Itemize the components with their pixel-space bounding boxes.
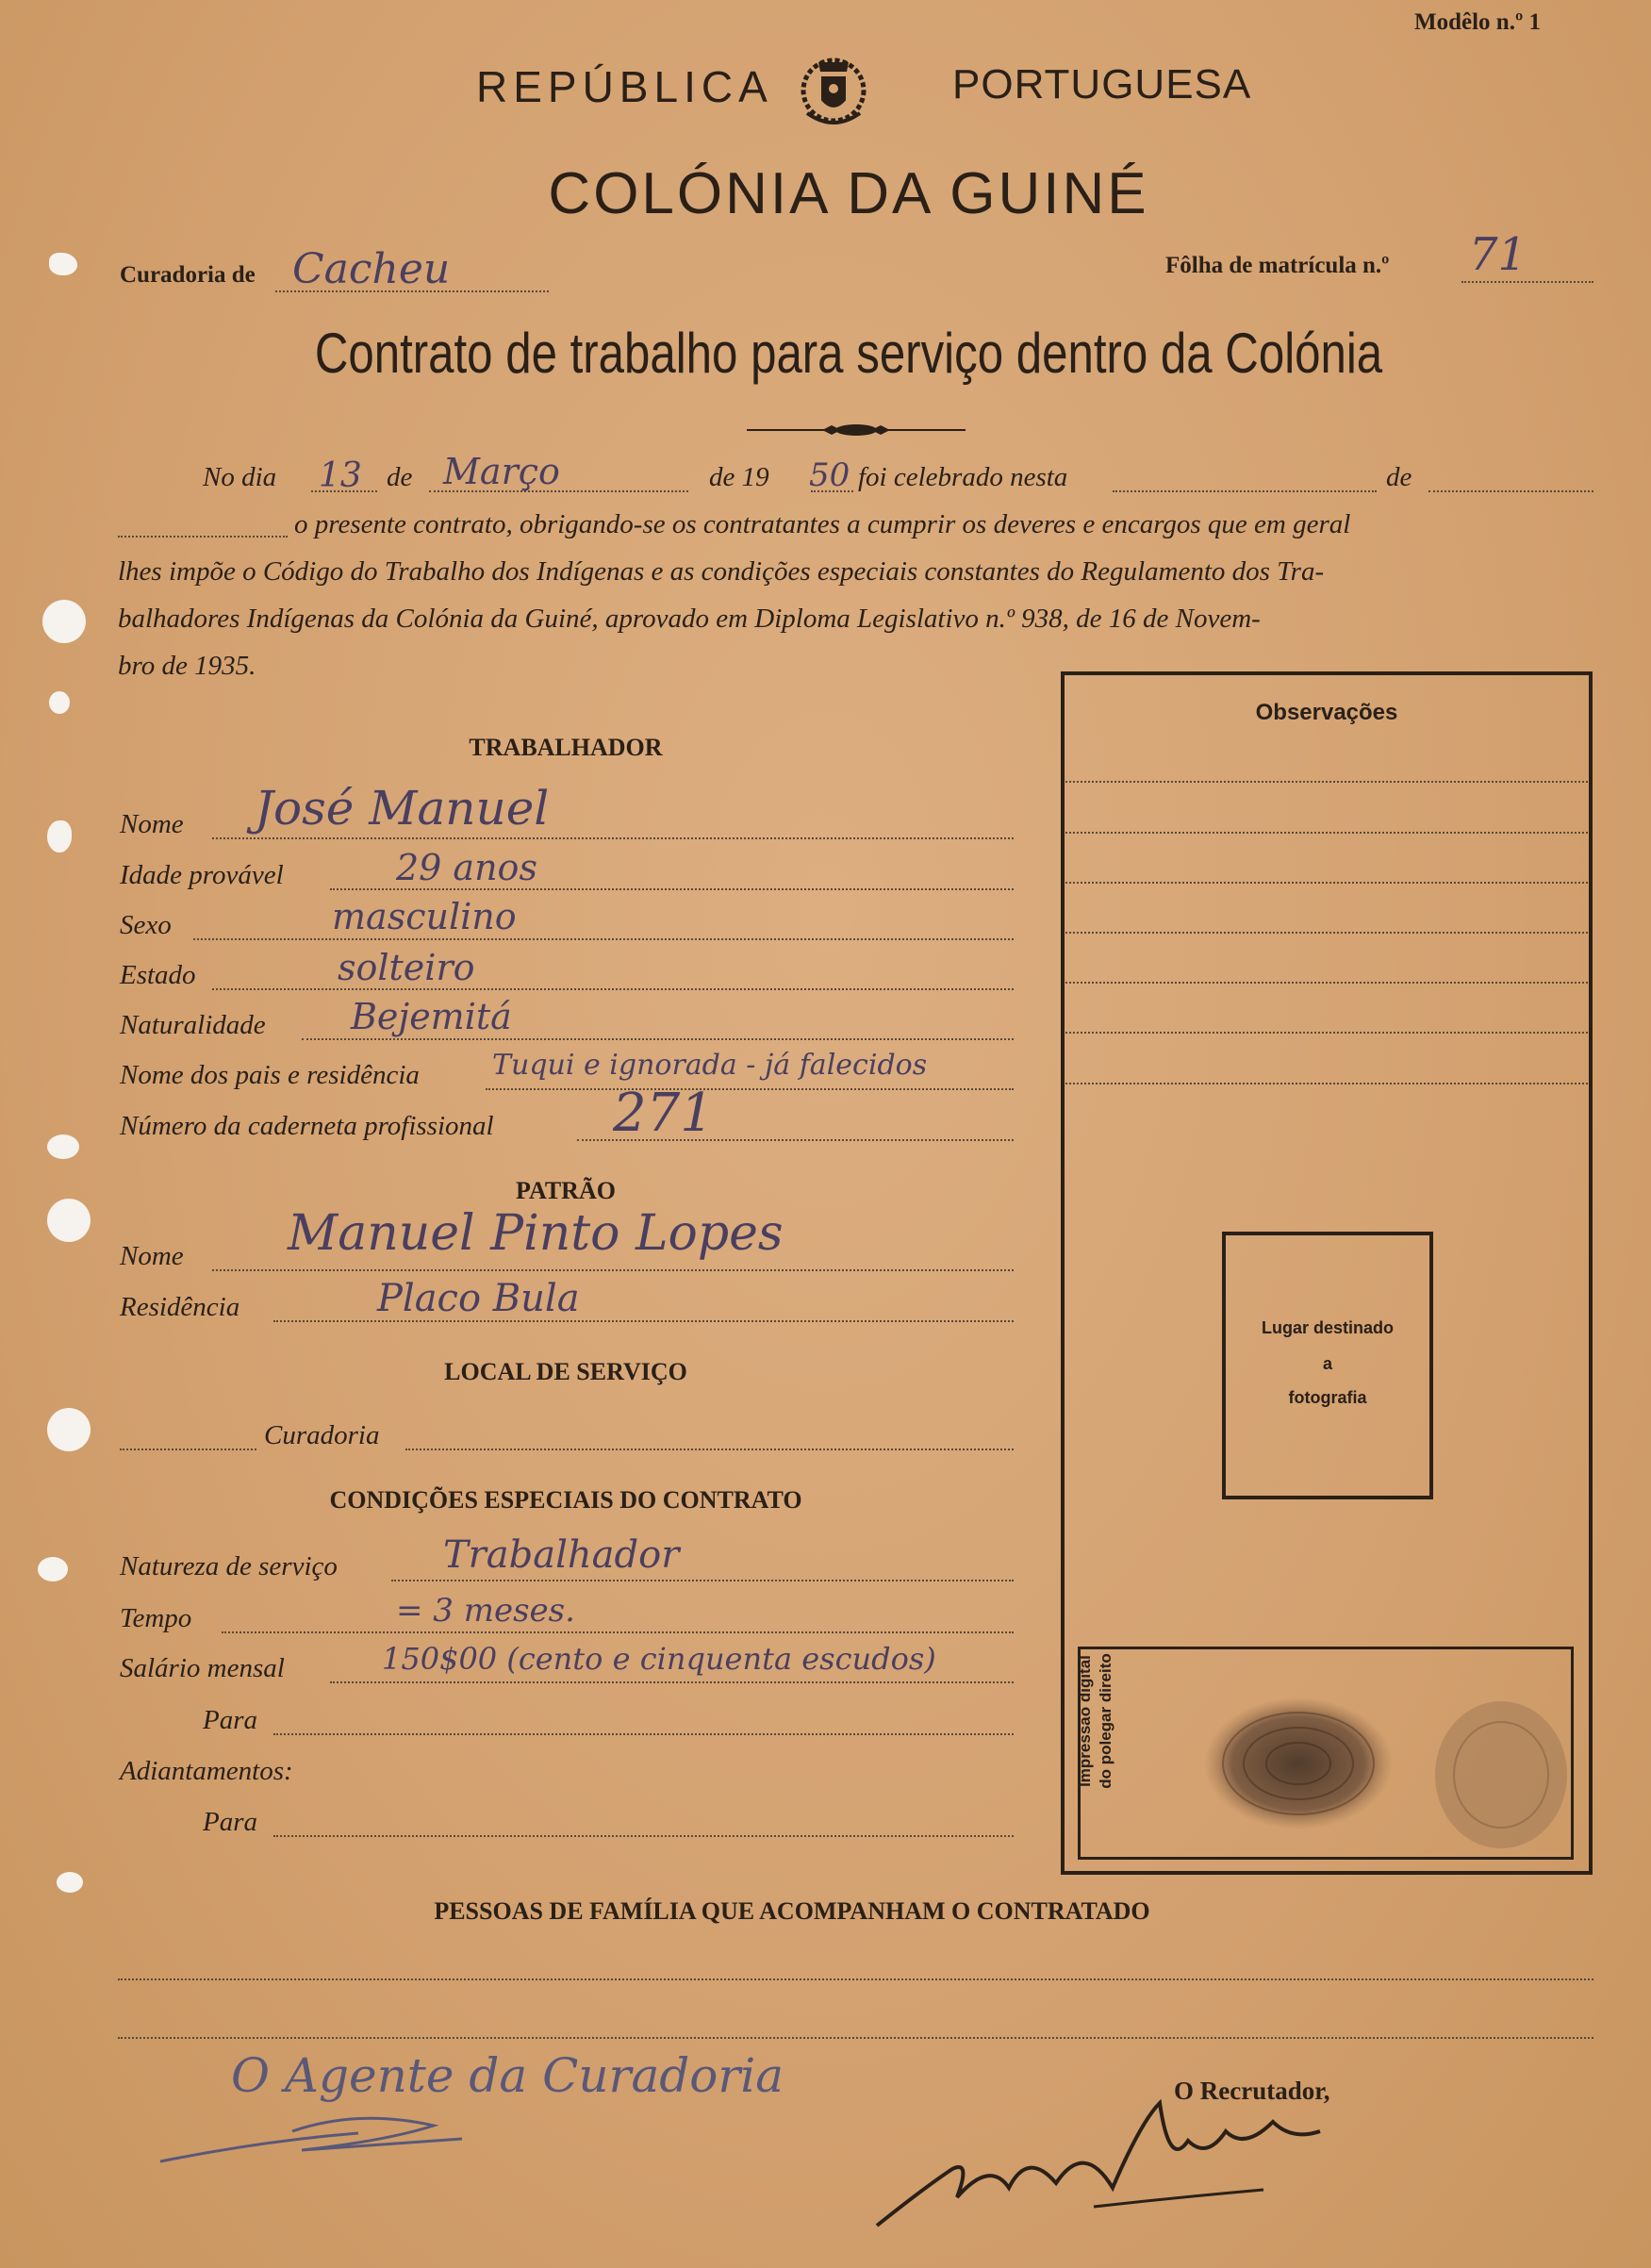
worker-estado-line	[212, 988, 1014, 990]
intro-celebrado: foi celebrado nesta	[858, 462, 1068, 492]
family-heading: PESSOAS DE FAMÍLIA QUE ACOMPANHAM O CONTRATADO	[434, 1897, 1150, 1925]
employer-residencia-label: Residência	[120, 1292, 240, 1322]
place-line	[1113, 490, 1377, 492]
punch-hole	[42, 600, 86, 643]
salario-value: 150$00 (cento e cinquenta escudos)	[382, 1641, 936, 1677]
paper-chip	[49, 691, 70, 714]
photo-label-3: fotografia	[1288, 1388, 1367, 1407]
obs-line	[1065, 1032, 1588, 1034]
intro-line5: bro de 1935.	[118, 651, 256, 681]
intro-day: 13	[319, 456, 362, 495]
para1-line	[273, 1733, 1014, 1735]
curadoria-value: Cacheu	[292, 245, 451, 293]
para1-label: Para	[203, 1705, 257, 1735]
worker-age-label: Idade provável	[120, 860, 284, 890]
intro-de2: de	[1386, 462, 1412, 492]
worker-age-value: 29 anos	[396, 847, 537, 888]
colony-title: COLÓNIA DA GUINÉ	[548, 161, 1149, 226]
paper-chip	[57, 1872, 83, 1893]
folha-line	[1461, 281, 1593, 283]
natureza-label: Natureza de serviço	[120, 1551, 338, 1581]
family-line	[118, 1978, 1593, 1980]
worker-naturalidade-line	[302, 1038, 1014, 1040]
thumbprint-icon	[1190, 1680, 1567, 1850]
obs-line	[1065, 932, 1588, 934]
worker-name-label: Nome	[120, 809, 184, 839]
tempo-label: Tempo	[120, 1603, 192, 1633]
worker-name-value: José Manuel	[255, 781, 550, 836]
model-number: Modêlo n.º 1	[1414, 9, 1541, 35]
obs-line	[1065, 832, 1588, 834]
worker-naturalidade-value: Bejemitá	[351, 996, 512, 1037]
punch-hole	[47, 1408, 91, 1451]
folha-value: 71	[1469, 228, 1527, 281]
worker-sex-value: masculino	[332, 896, 517, 937]
republic-right: PORTUGUESA	[952, 61, 1252, 108]
intro-month: Março	[443, 451, 560, 492]
intro-year: 50	[809, 456, 850, 494]
paper-chip	[47, 820, 72, 853]
employer-name-value: Manuel Pinto Lopes	[288, 1205, 784, 1262]
worker-parents-label: Nome dos pais e residência	[120, 1060, 420, 1090]
para2-line	[273, 1835, 1014, 1837]
thumb-label	[1075, 1622, 1116, 1820]
district-line	[1428, 490, 1593, 492]
service-line-left	[120, 1449, 256, 1450]
worker-heading: TRABALHADOR	[469, 734, 663, 761]
salario-line	[330, 1681, 1014, 1683]
employer-name-line	[212, 1269, 1014, 1271]
obs-line	[1065, 982, 1588, 984]
worker-sex-line	[193, 938, 1014, 940]
folha-label: Fôlha de matrícula n.º	[1165, 253, 1390, 278]
paper-chip	[38, 1557, 68, 1581]
photo-label-2: a	[1322, 1354, 1332, 1373]
title-ornament	[747, 422, 966, 438]
conditions-heading: CONDIÇÕES ESPECIAIS DO CONTRATO	[329, 1486, 802, 1514]
service-heading: LOCAL DE SERVIÇO	[444, 1358, 687, 1385]
paper-chip	[49, 253, 77, 275]
family-line	[118, 2037, 1593, 2039]
punch-hole	[47, 1199, 91, 1242]
employer-heading: PATRÃO	[516, 1177, 616, 1204]
coat-of-arms-icon	[798, 47, 869, 138]
worker-naturalidade-label: Naturalidade	[120, 1010, 266, 1040]
worker-sex-label: Sexo	[120, 910, 172, 940]
contract-title: Contrato de trabalho para serviço dentro da Colónia	[314, 322, 1383, 385]
worker-name-line	[212, 837, 1014, 839]
intro-line4: balhadores Indígenas da Colónia da Guiné, aprovado em Diploma Legislativo n.º 938, de 16 de Novem-	[118, 604, 1261, 634]
thumb-label-1: Impressão digital	[1076, 1655, 1094, 1787]
obs-line	[1065, 781, 1588, 783]
intro-year-prefix: de 19	[709, 462, 769, 492]
tempo-value: = 3 meses.	[396, 1592, 575, 1630]
employer-name-label: Nome	[120, 1241, 184, 1271]
worker-caderneta-label: Número da caderneta profissional	[120, 1111, 494, 1141]
district-line-2	[118, 536, 288, 538]
employer-residencia-line	[273, 1320, 1014, 1322]
intro-line3: lhes impõe o Código do Trabalho dos Indígenas e as condições especiais constantes do Regulamento dos Tra-	[118, 556, 1325, 587]
obs-line	[1065, 1083, 1588, 1084]
worker-parents-line	[486, 1088, 1014, 1090]
worker-caderneta-value: 271	[613, 1083, 714, 1144]
worker-estado-label: Estado	[120, 960, 196, 990]
intro-line2: o presente contrato, obrigando-se os contratantes a cumprir os deveres e encargos que em geral	[294, 509, 1351, 539]
photo-label-1: Lugar destinado	[1261, 1318, 1394, 1337]
natureza-line	[391, 1580, 1014, 1581]
curadoria-label: Curadoria de	[120, 262, 256, 288]
tempo-line	[222, 1631, 1014, 1633]
para2-label: Para	[203, 1807, 257, 1837]
service-curadoria-label: Curadoria	[264, 1420, 380, 1450]
salario-label: Salário mensal	[120, 1653, 285, 1683]
recruiter-label: O Recrutador,	[1174, 2077, 1330, 2105]
intro-no-dia: No dia	[203, 462, 277, 492]
worker-parents-value: Tuqui e ignorada - já falecidos	[492, 1049, 928, 1082]
paper-chip	[47, 1134, 79, 1159]
agent-scribble-icon	[151, 2112, 528, 2169]
recruiter-signature-icon	[867, 2084, 1358, 2244]
obs-line	[1065, 882, 1588, 884]
observations-label: Observações	[1255, 700, 1398, 725]
natureza-value: Trabalhador	[443, 1533, 680, 1577]
service-line-right	[405, 1449, 1014, 1450]
worker-estado-value: solteiro	[338, 947, 475, 988]
adiantamentos-label: Adiantamentos:	[120, 1756, 293, 1786]
intro-de1: de	[387, 462, 413, 492]
worker-age-line	[330, 888, 1014, 890]
employer-residencia-value: Placo Bula	[377, 1277, 580, 1320]
republic-left: REPÚBLICA	[476, 62, 773, 111]
agent-signature: O Agente da Curadoria	[231, 2048, 784, 2103]
thumb-label-2: do polegar direito	[1097, 1653, 1114, 1789]
